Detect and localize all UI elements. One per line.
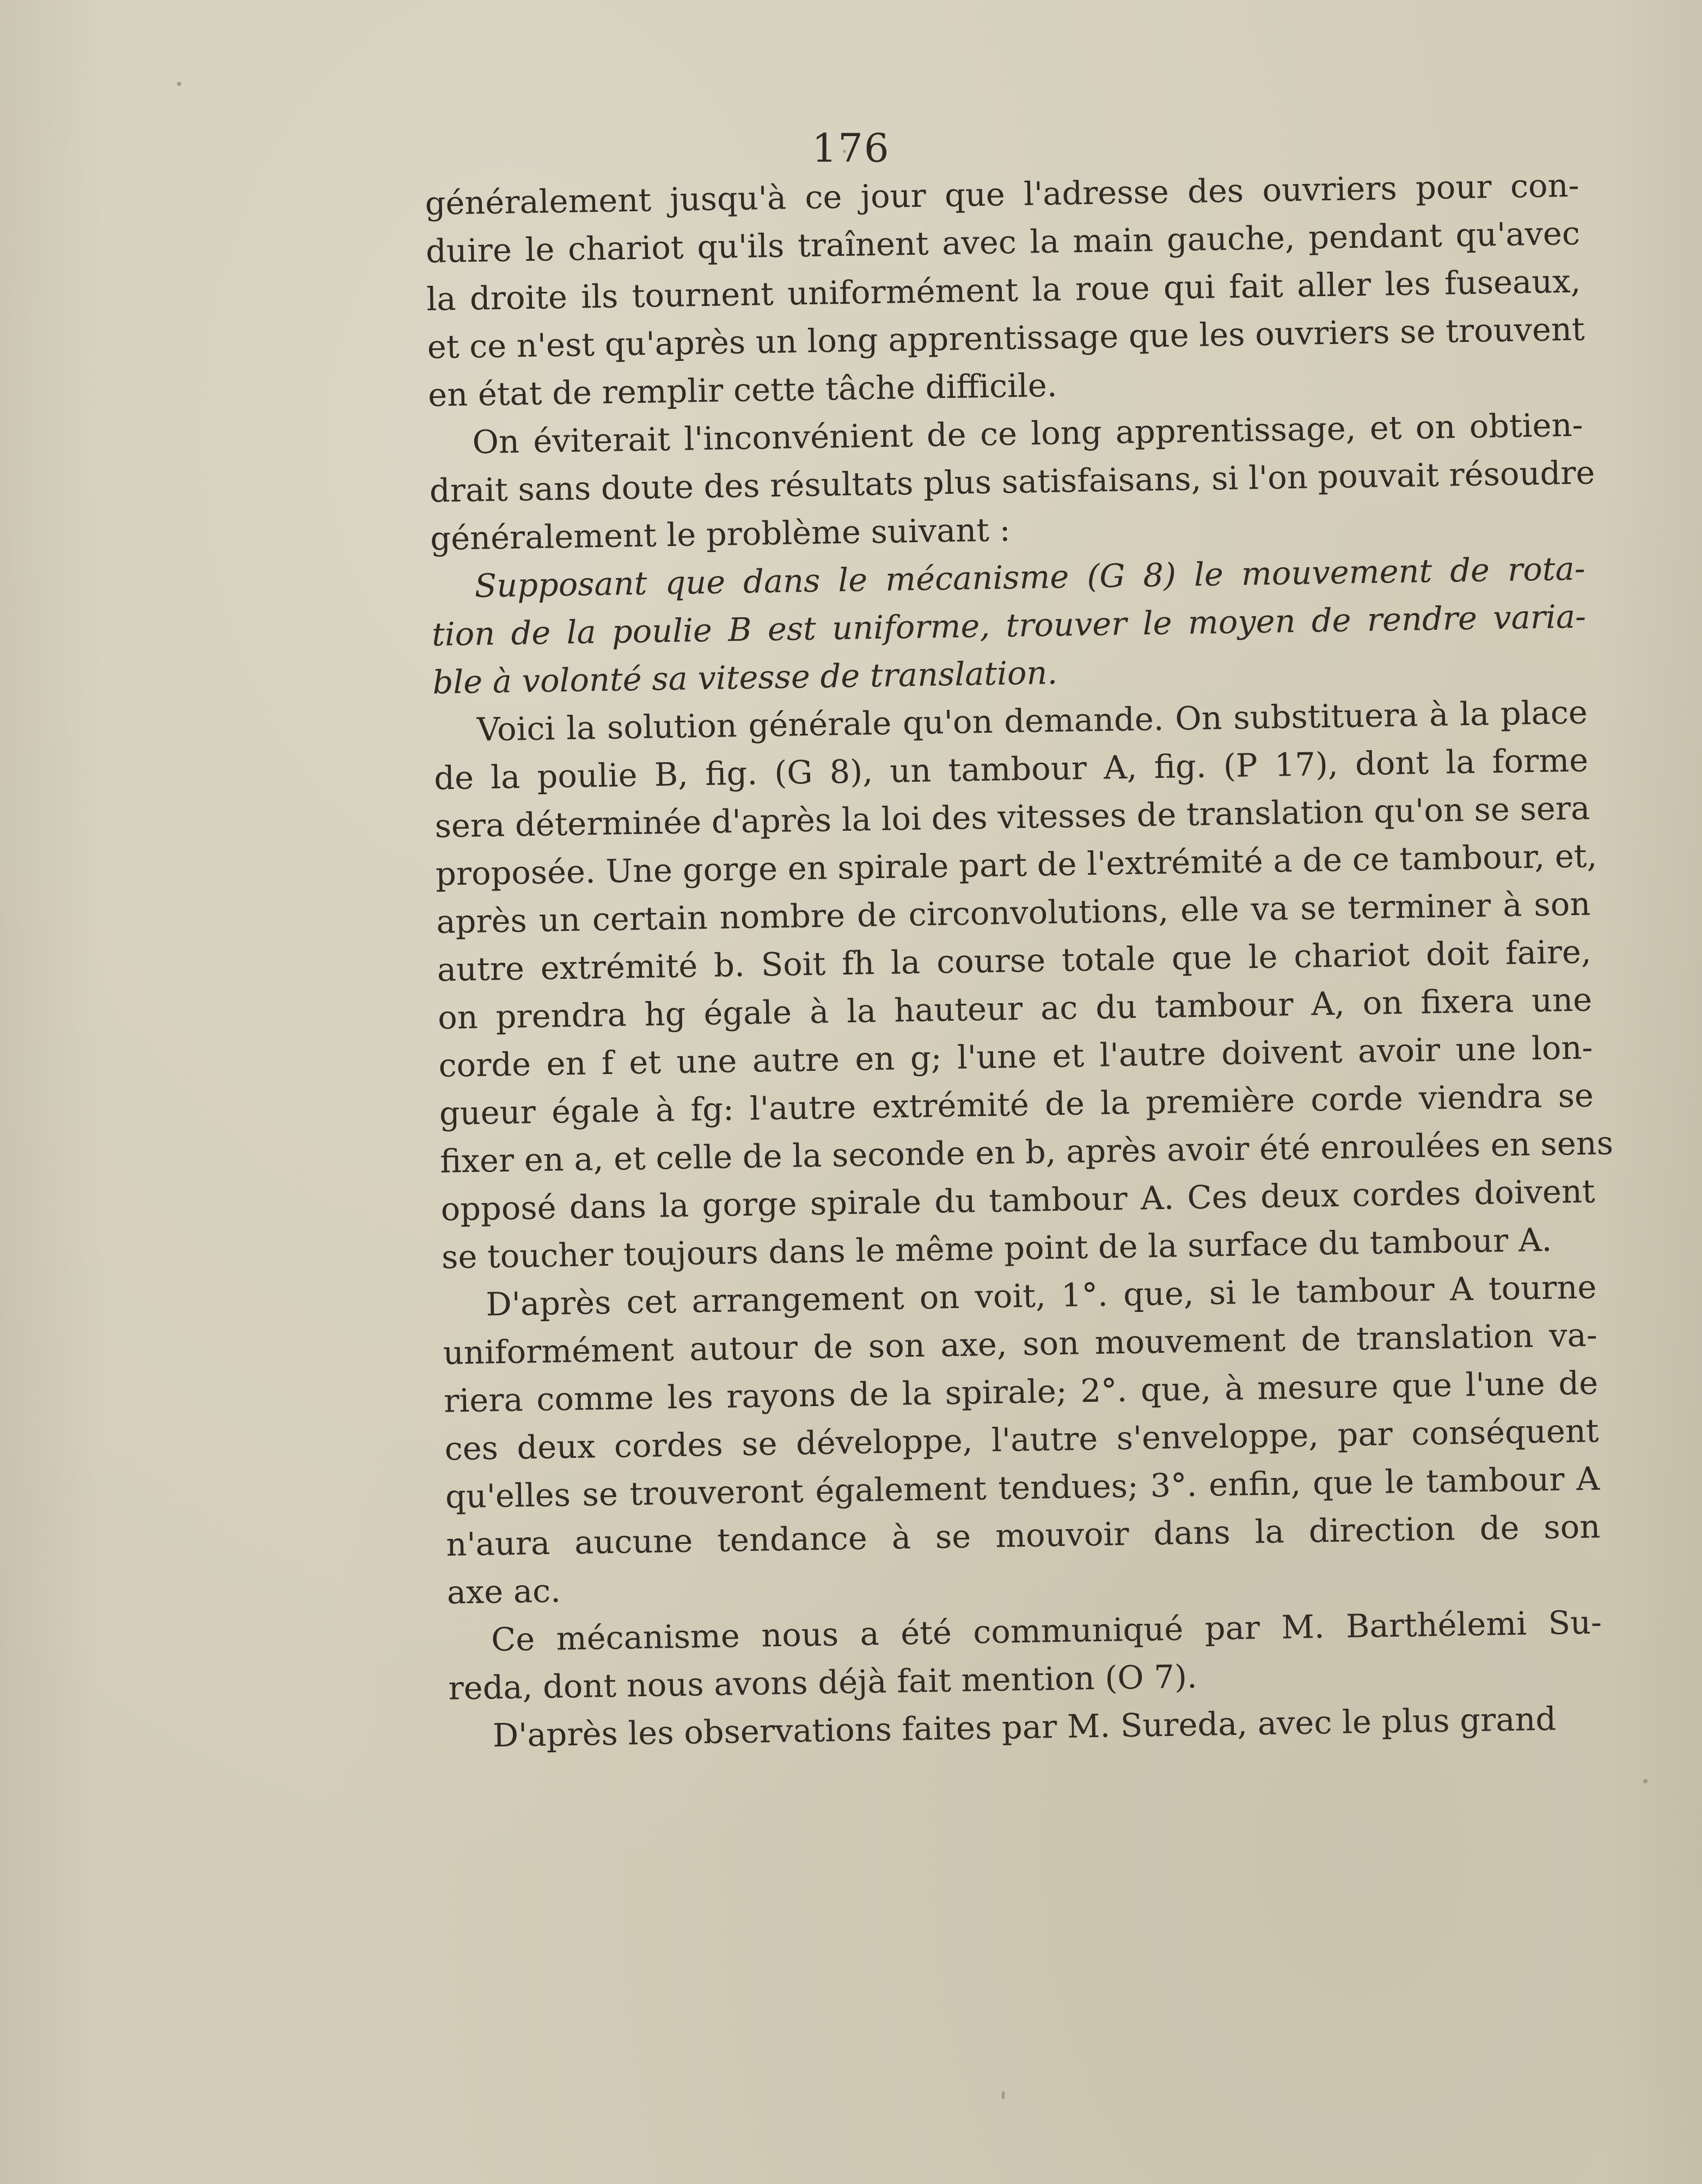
text-line: généralement jusqu'à ce jour que l'adresse des ouvriers pour con- — [425, 166, 1579, 222]
text-line: en état de remplir cette tâche difficile. — [427, 366, 1058, 414]
text-line: de la poulie B, fig. (G 8), un tambour A, fig. (P 17), dont la forme — [433, 741, 1589, 797]
text-line: sera déterminée d'après la loi des vitesses de translation qu'on se sera — [434, 789, 1590, 845]
text-line: Ce mécanisme nous a été communiqué par M. Barthélemi Su- — [491, 1603, 1602, 1659]
text-line: ces deux cordes se développe, l'autre s'enveloppe, par conséquent — [444, 1412, 1599, 1468]
text-line: riera comme les rayons de la spirale; 2°. que, à mesure que l'une de — [443, 1364, 1599, 1420]
text-line: reda, dont nous avons déjà fait mention (O 7). — [448, 1658, 1198, 1707]
paper-speck — [843, 150, 846, 153]
text-line: généralement le problème suivant : — [430, 511, 1011, 557]
text-line: corde en f et une autre en g; l'une et l'autre doivent avoir une lon- — [438, 1028, 1593, 1084]
text-line: fixer en a, et celle de la seconde en b, après avoir été enroulées en sens — [439, 1124, 1614, 1180]
text-line: Voici la solution générale qu'on demande. On substituera à la place — [476, 693, 1588, 749]
text-line: qu'elles se trouveront également tendues; 3°. enfin, que le tambour A — [445, 1459, 1600, 1516]
text-line: proposée. Une gorge en spirale part de l'extrémité a de ce tambour, et, — [435, 837, 1597, 893]
body-text — [425, 162, 1614, 1760]
text-line: après un certain nombre de circonvolutions, elle va se terminer à son — [436, 885, 1591, 941]
paper-speck — [1643, 1779, 1648, 1783]
page-number: 176 — [812, 125, 890, 171]
text-line: la droite ils tournent uniformément la roue qui fait aller les fuseaux, — [426, 262, 1581, 318]
text-line: uniformément autour de son axe, son mouvement de translation va- — [443, 1316, 1598, 1372]
problem-statement-line: ble à volonté sa vitesse de translation. — [432, 653, 1058, 701]
problem-statement-line: tion de la poulie B est uniforme, trouver le moyen de rendre varia- — [431, 597, 1587, 653]
text-line: opposé dans la gorge spirale du tambour A. Ces deux cordes doivent — [440, 1172, 1595, 1228]
text-line: n'aura aucune tendance à se mouvoir dans la direction de son — [445, 1507, 1601, 1563]
text-line: se toucher toujours dans le même point de la surface du tambour A. — [441, 1220, 1552, 1276]
paper-speck — [1002, 2091, 1005, 2099]
text-line: et ce n'est qu'après un long apprentissage que les ouvriers se trouvent — [427, 310, 1585, 366]
text-line: axe ac. — [446, 1572, 561, 1611]
text-line: On éviterait l'inconvénient de ce long apprentissage, et on obtien- — [472, 406, 1583, 461]
problem-statement-line: Supposant que dans le mécanisme (G 8) le mouvement de rota- — [474, 549, 1586, 605]
text-line: gueur égale à fg: l'autre extrémité de la première corde viendra se — [439, 1076, 1594, 1132]
text-line: D'après les observations faites par M. Sureda, avec le plus grand — [492, 1700, 1557, 1754]
text-line: duire le chariot qu'ils traînent avec la main gauche, pendant qu'avec — [425, 214, 1581, 270]
text-line: D'après cet arrangement on voit, 1°. que, si le tambour A tourne — [485, 1268, 1597, 1323]
text-line: drait sans doute des résultats plus satisfaisans, si l'on pouvait résoudre — [429, 453, 1595, 510]
text-line: autre extrémité b. Soit fh la course totale que le chariot doit faire, — [437, 933, 1592, 989]
paper-speck — [177, 82, 181, 86]
text-line: on prendra hg égale à la hauteur ac du tambour A, on fixera une — [437, 980, 1593, 1036]
